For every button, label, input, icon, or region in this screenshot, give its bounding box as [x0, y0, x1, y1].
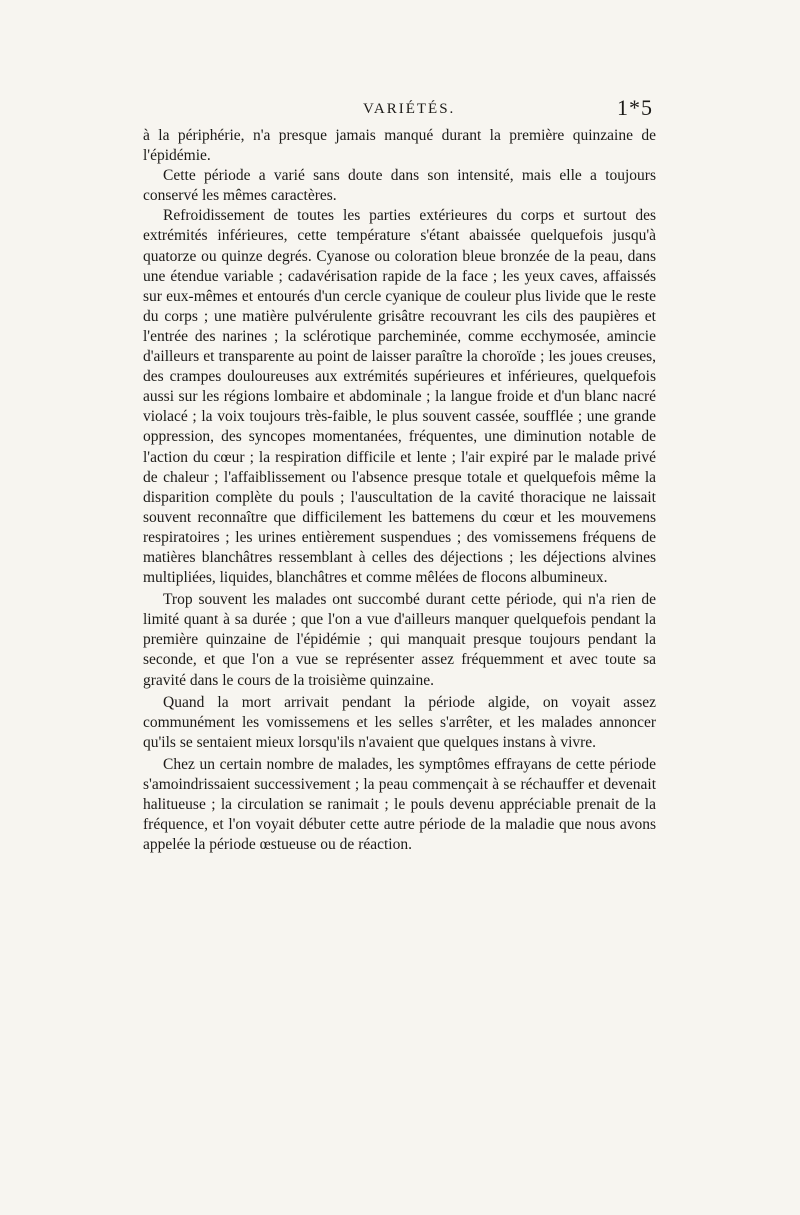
paragraph-symptoms: Refroidissement de toutes les parties extérieures du corps et surtout des extrémités inférieures, cette température s'étant abaissée quelquefois jusqu'à quatorze ou quinze degrés. Cyanose ou coloration bleue bronzée de la peau, dans une étendue variable ; cadavérisation rapide de la face ; les yeux caves, affaissés sur eux-mêmes et entourés d'un cercle cyanique de couleur plus livide que le reste du corps ; une matière pulvérulente grisâtre recouvrant les cils des paupières et l'entrée des narines ; la sclérotique parcheminée, comme ecchymosée, amincie d'ailleurs et transparente au point de laisser paraître la choroïde ; les joues creuses, des crampes douloureuses aux extrémités supérieures et inférieures, quelquefois aussi sur les régions lombaire et abdominale ; la langue froide et d'un blanc nacré violacé ; la voix toujours très-faible, le plus souvent cassée, soufflée ; une grande oppression, des syncopes momentanées, fréquentes, une diminution notable de l'action du cœur ; la respiration difficile et lente ; l'air expiré par le malade privé de chaleur ; l'affaiblissement ou l'absence presque totale et quelquefois même la disparition complète du pouls ; l'auscultation de la cavité thoracique ne laissait souvent reconnaître que difficilement les battemens du cœur et les mouvemens respiratoires ; les urines entièrement suspendues ; des vomissemens fréquens de matières blanchâtres ressemblant à celles des déjections ; les déjections alvines multipliées, liquides, blanchâtres et comme mêlées de flocons albumineux. — [143, 207, 656, 587]
paragraph-mortality: Trop souvent les malades ont succombé durant cette période, qui n'a rien de limité quant à sa durée ; que l'on a vue d'ailleurs manquer quelquefois pendant la première quinzaine de l'épidémie ; qui manquait presque toujours pendant la seconde, et que l'on a vue se représenter assez fréquemment et avec toute sa gravité dans le cours de la troisième quinzaine. — [143, 591, 656, 689]
page-number: 1*5 — [617, 95, 653, 120]
body-text — [143, 126, 656, 855]
paragraph-continuation: à la périphérie, n'a presque jamais manqué durant la première quinzaine de l'épidémie. — [143, 127, 656, 165]
running-title: VARIÉTÉS. — [363, 101, 456, 117]
paragraph-period-intensity: Cette période a varié sans doute dans son intensité, mais elle a toujours conservé les mêmes caractères. — [143, 167, 656, 205]
paragraph-algid-death: Quand la mort arrivait pendant la période algide, on voyait assez communément les vomissemens et les selles s'arrêter, et les malades annoncer qu'ils se sentaient mieux lorsqu'ils n'avaient que quelques instans à vivre. — [143, 693, 656, 751]
running-head — [143, 96, 653, 122]
paragraph-reaction-period: Chez un certain nombre de malades, les symptômes effrayans de cette période s'amoindrissaient successivement ; la peau commençait à se réchauffer et devenait halitueuse ; la circulation se ranimait ; le pouls devenu appréciable prenait de la fréquence, et l'on voyait débuter cette autre période de la maladie que nous avons appelée la période œstueuse ou de réaction. — [143, 755, 656, 854]
